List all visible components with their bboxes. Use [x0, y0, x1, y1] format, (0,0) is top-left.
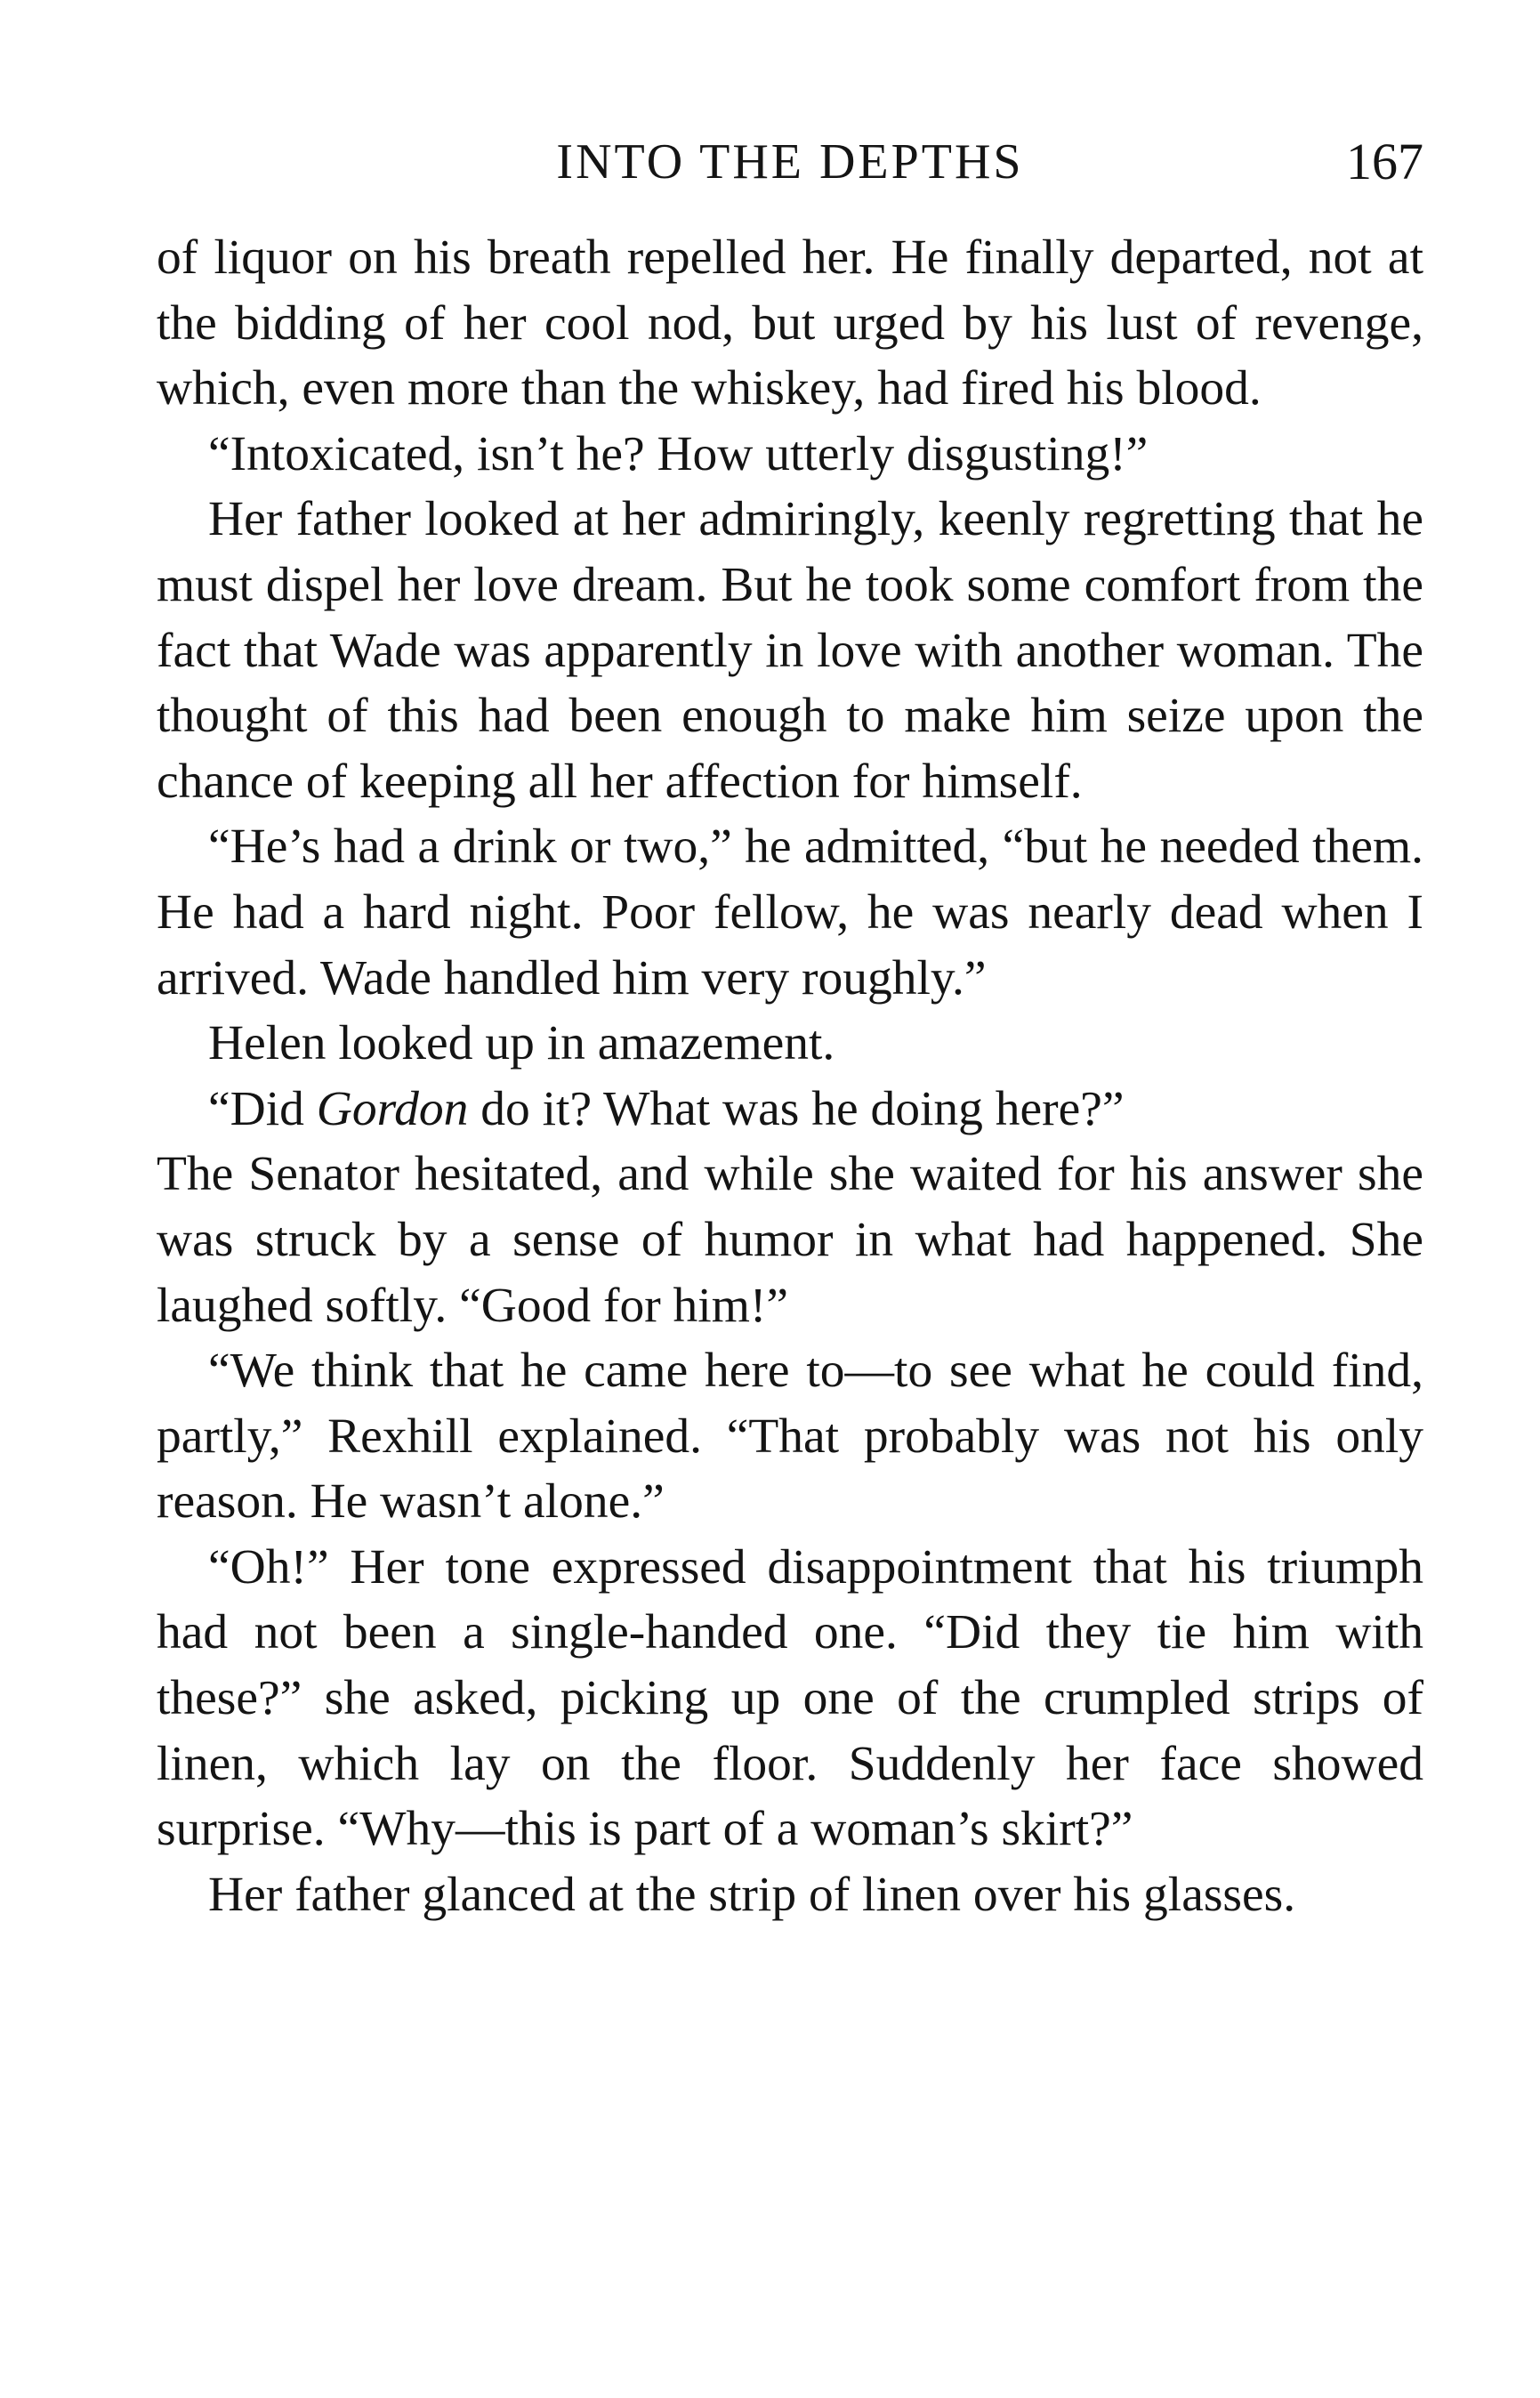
body-text: [157, 225, 1423, 1927]
paragraph: The Senator hesitated, and while she waited for his answer she was struck by a sense of humor in what had happened. She laughed softly. “Good for him!”: [157, 1147, 1423, 1333]
paragraph: “Intoxicated, isn’t he? How utterly disgusting!”: [208, 426, 1149, 481]
paragraph: “Oh!” Her tone expressed disappointment that his triumph had not been a single-handed one. “Did they tie him with these?” she asked, picking up one of the crumpled strips of linen, which lay on the floor. Suddenly her face showed surprise. “Why—this is part of a woman’s skirt?”: [157, 1539, 1423, 1857]
paragraph: [157, 1077, 1423, 1142]
paragraph-continued: of liquor on his breath repelled her. He finally departed, not at the bidding of her cool nod, but urged by his lust of revenge, which, even more than the whiskey, had fired his blood.: [157, 230, 1423, 416]
paragraph-text: “Did: [208, 1081, 317, 1136]
paragraph: Her father glanced at the strip of linen over his glasses.: [208, 1867, 1296, 1922]
paragraph: Her father looked at her admiringly, keenly regretting that he must dispel her love dream. But he took some comfort from the fact that Wade was apparently in love with another woman. The thought of this had been enough to make him seize upon the chance of keeping all her affection for himself.: [157, 492, 1423, 809]
page-header: [157, 126, 1423, 198]
paragraph-text: do it? What was he doing here?”: [468, 1081, 1125, 1136]
page-number: 167: [1346, 133, 1423, 190]
paragraph: “We think that he came here to—to see what he could find, partly,” Rexhill explained. “That probably was not his only reason. He wasn’t alone.”: [157, 1344, 1423, 1530]
paragraph: “He’s had a drink or two,” he admitted, “but he needed them. He had a hard night. Poor fellow, he was nearly dead when I arrived. Wade handled him very roughly.”: [157, 820, 1423, 1005]
paragraph-italic-text: Gordon: [316, 1081, 469, 1136]
paragraph: Helen looked up in amazement.: [208, 1016, 835, 1071]
running-head: INTO THE DEPTHS: [556, 134, 1024, 190]
